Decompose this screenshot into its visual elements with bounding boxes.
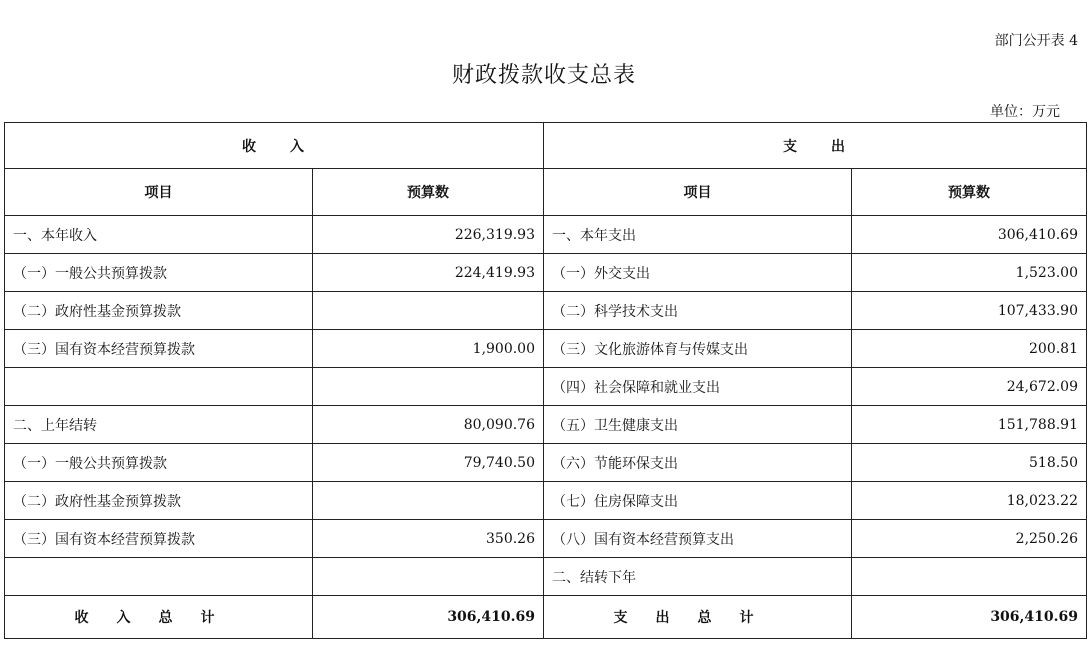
column-header-row [5,169,1087,216]
income-amount-cell: 79,740.50 [313,444,544,482]
table-row [5,482,1087,520]
income-amount-cell: 350.26 [313,520,544,558]
income-item-cell: （一）一般公共预算拨款 [5,444,313,482]
expense-amount-cell [852,558,1087,596]
table-row [5,406,1087,444]
expense-total-amount: 306,410.69 [852,596,1087,639]
expense-amount-cell: 107,433.90 [852,292,1087,330]
income-amount-cell: 224,419.93 [313,254,544,292]
expense-section-header: 支 出 [544,123,1087,169]
expense-item-cell: （二）科学技术支出 [544,292,852,330]
income-amount-cell [313,368,544,406]
expense-amount-cell: 2,250.26 [852,520,1087,558]
table-row [5,330,1087,368]
income-item-cell: （二）政府性基金预算拨款 [5,292,313,330]
income-item-cell [5,368,313,406]
table-row [5,216,1087,254]
income-total-amount: 306,410.69 [313,596,544,639]
section-header-row [5,123,1087,169]
expense-amount-cell: 200.81 [852,330,1087,368]
income-amount-cell [313,558,544,596]
unit-label: 单位：万元 [990,104,1060,120]
income-item-cell: （三）国有资本经营预算拨款 [5,520,313,558]
income-section-header: 收 入 [5,123,544,169]
expense-item-cell: （三）文化旅游体育与传媒支出 [544,330,852,368]
income-amount-cell: 80,090.76 [313,406,544,444]
expense-item-cell: 一、本年支出 [544,216,852,254]
table-row [5,292,1087,330]
table-row [5,368,1087,406]
expense-item-cell: 二、结转下年 [544,558,852,596]
income-item-cell: 二、上年结转 [5,406,313,444]
expense-amount-cell: 151,788.91 [852,406,1087,444]
table-row [5,520,1087,558]
expense-amount-cell: 306,410.69 [852,216,1087,254]
expense-total-label: 支出总计 [544,596,852,639]
expense-item-cell: （五）卫生健康支出 [544,406,852,444]
table-row [5,254,1087,292]
income-item-cell [5,558,313,596]
income-item-cell: 一、本年收入 [5,216,313,254]
income-item-cell: （三）国有资本经营预算拨款 [5,330,313,368]
total-row [5,596,1087,639]
expense-item-cell: （六）节能环保支出 [544,444,852,482]
expense-amount-cell: 18,023.22 [852,482,1087,520]
expense-item-cell: （一）外交支出 [544,254,852,292]
expense-amount-cell: 1,523.00 [852,254,1087,292]
income-item-header: 项目 [5,169,313,216]
page-title: 财政拨款收支总表 [451,63,636,88]
income-amount-cell [313,482,544,520]
table-row [5,444,1087,482]
expense-budget-header: 预算数 [852,169,1087,216]
expense-item-cell: （七）住房保障支出 [544,482,852,520]
expense-item-header: 项目 [544,169,852,216]
form-number: 部门公开表 4 [994,33,1078,49]
expense-item-cell: （八）国有资本经营预算支出 [544,520,852,558]
income-amount-cell: 1,900.00 [313,330,544,368]
expense-amount-cell: 518.50 [852,444,1087,482]
income-item-cell: （一）一般公共预算拨款 [5,254,313,292]
income-amount-cell [313,292,544,330]
expense-amount-cell: 24,672.09 [852,368,1087,406]
table-row [5,558,1087,596]
expense-item-cell: （四）社会保障和就业支出 [544,368,852,406]
budget-table [4,122,1087,639]
income-budget-header: 预算数 [313,169,544,216]
income-amount-cell: 226,319.93 [313,216,544,254]
income-item-cell: （二）政府性基金预算拨款 [5,482,313,520]
income-total-label: 收入总计 [5,596,313,639]
